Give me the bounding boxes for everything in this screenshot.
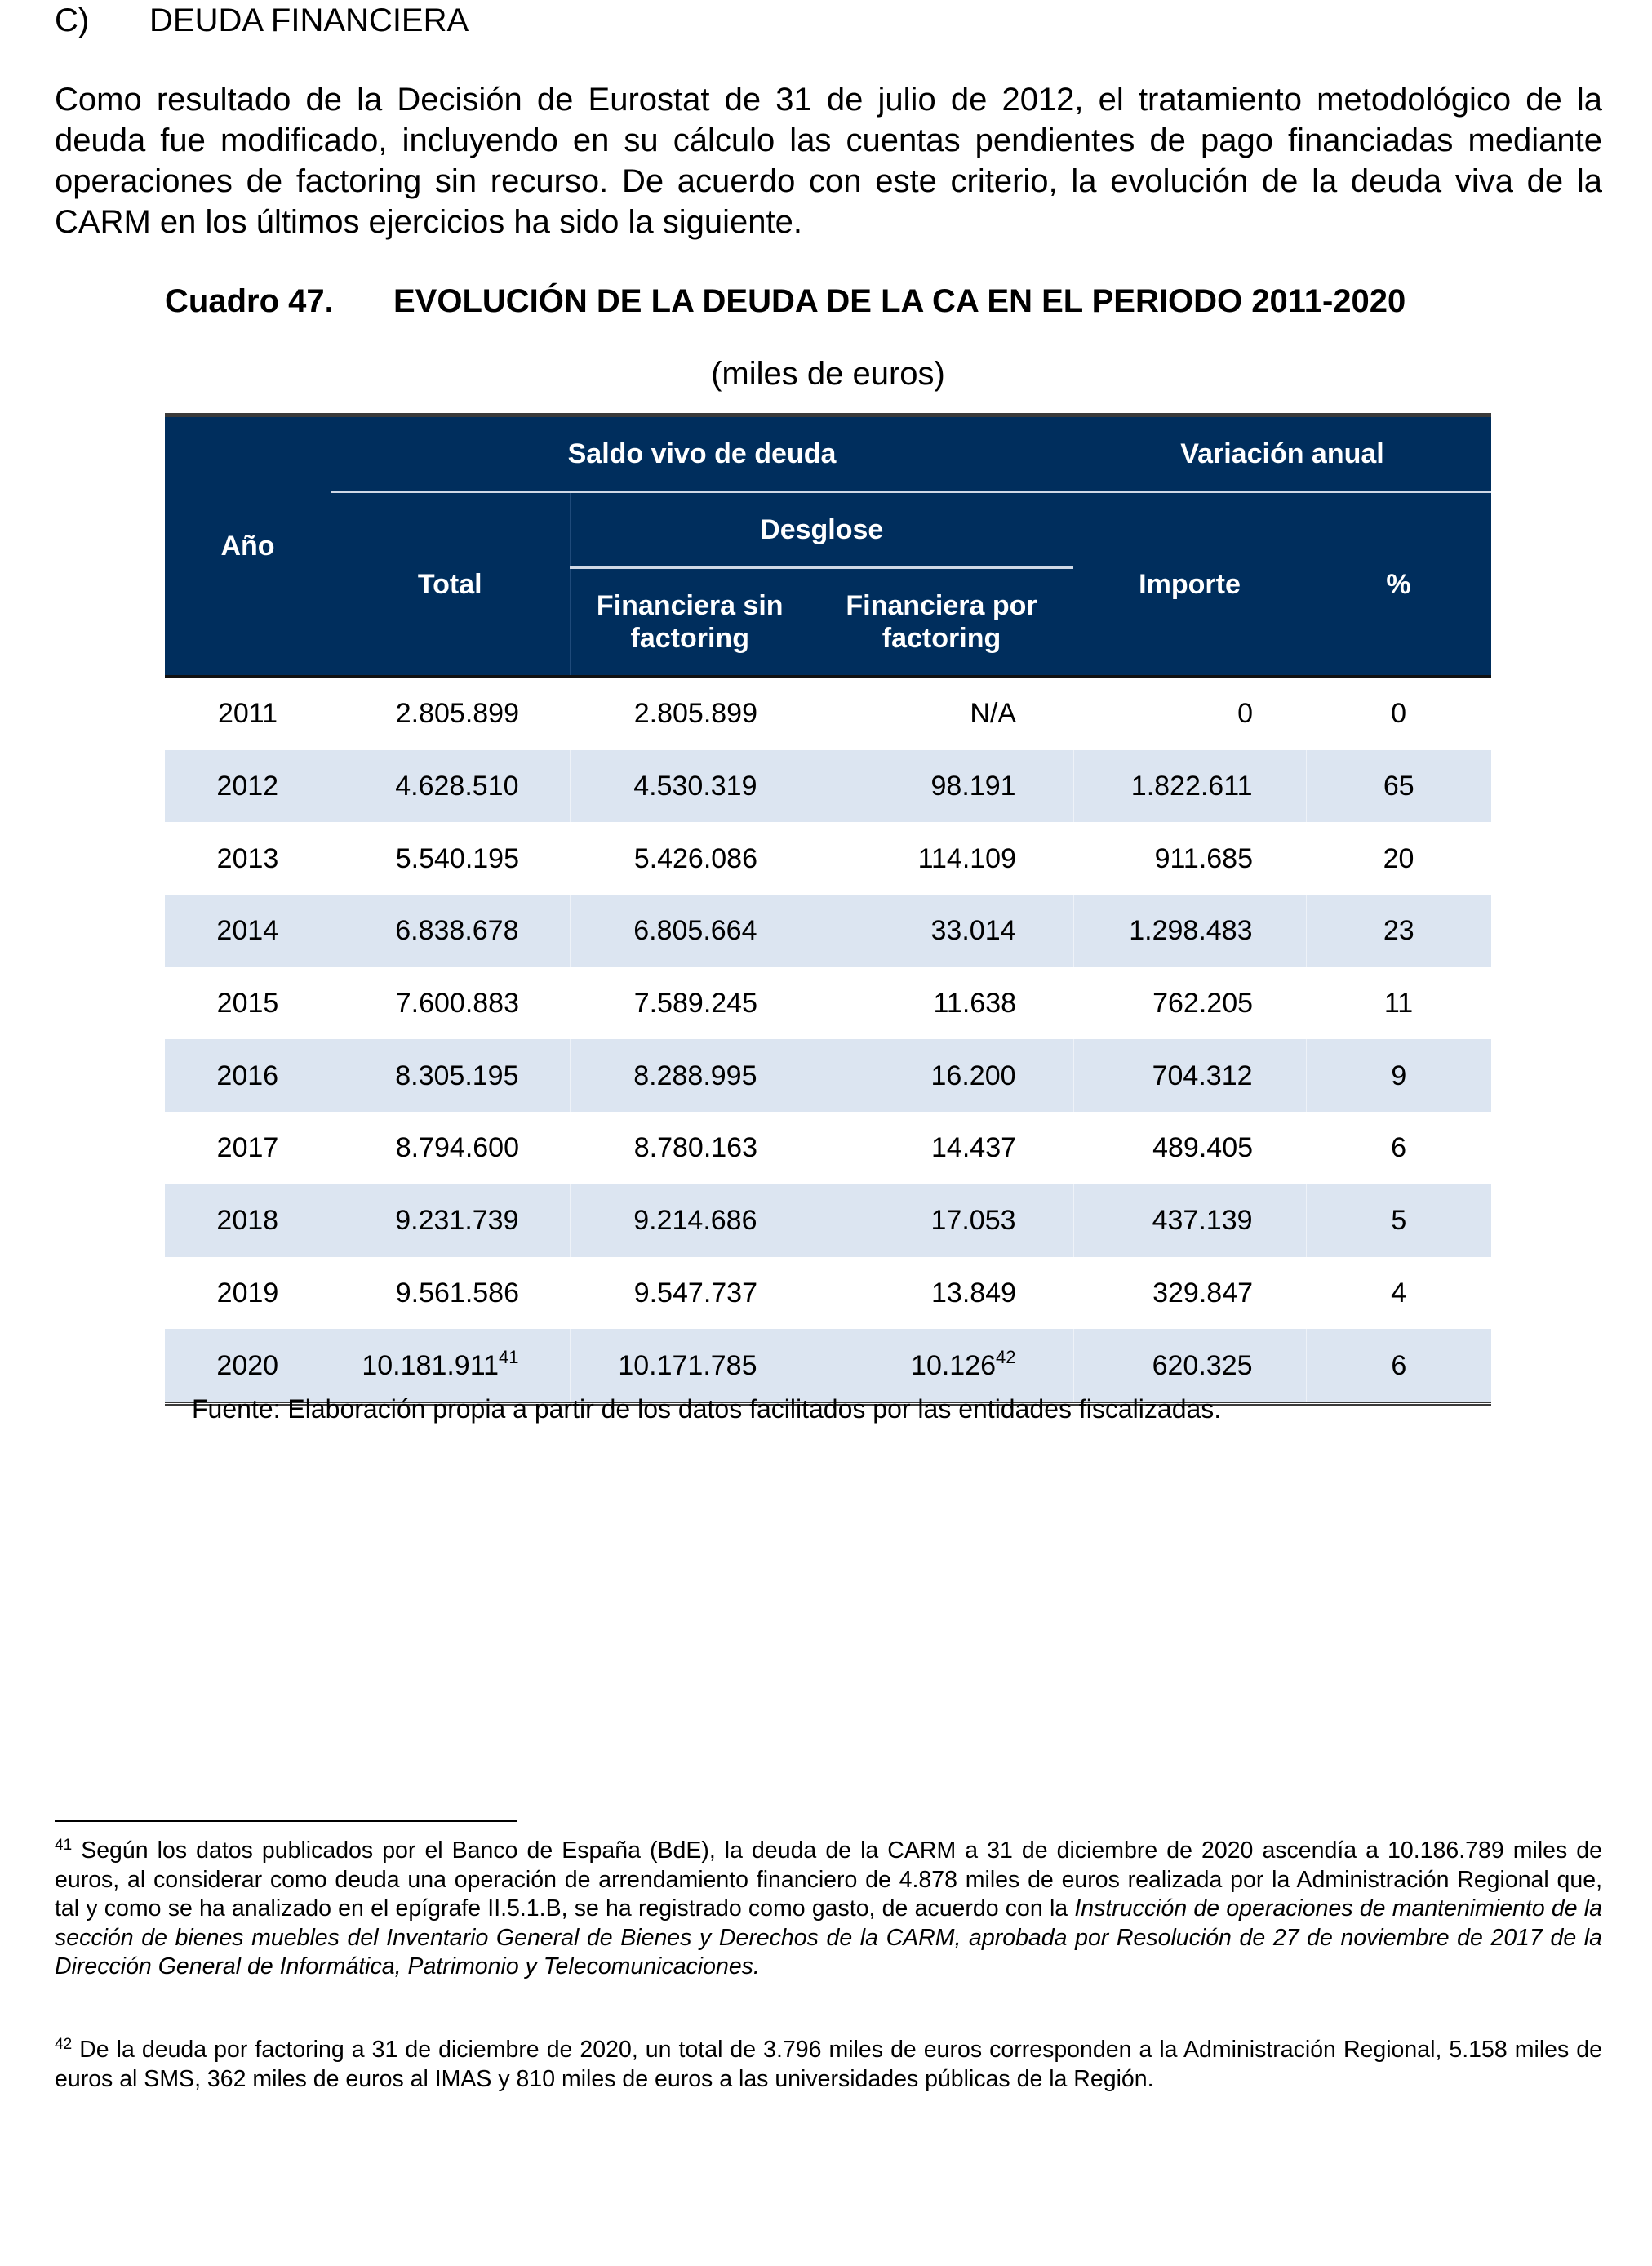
cell-financial-no-factoring: [570, 1039, 810, 1112]
table-number: Cuadro 47.: [165, 283, 334, 319]
cell-year: [165, 677, 331, 750]
table-source: Fuente: Elaboración propia a partir de los datos facilitados por las entidades fiscalizadas.: [192, 1394, 1222, 1424]
cell-amount: [1073, 822, 1306, 895]
cell-percent: [1306, 677, 1491, 750]
cell-total: [331, 1184, 570, 1257]
cell-amount-value: 1.822.611: [1130, 771, 1253, 802]
cell-total-value: 6.838.678: [395, 915, 519, 947]
table-row: [165, 1112, 1491, 1184]
cell-percent: [1306, 1184, 1491, 1257]
cell-financial-factoring: [810, 1039, 1073, 1112]
cell-total-value: 8.305.195: [395, 1060, 519, 1091]
cell-amount: [1073, 967, 1306, 1040]
footnote-ref: 41: [499, 1346, 519, 1367]
cell-financial-factoring-value: 14.437: [931, 1132, 1017, 1164]
table-row: [165, 1039, 1491, 1112]
cell-amount: [1073, 895, 1306, 967]
header-financial-no-factoring: Financiera sin factoring: [570, 568, 810, 677]
cell-year-value: 2020: [216, 1349, 279, 1381]
cell-total: [331, 895, 570, 967]
cell-financial-factoring: [810, 1112, 1073, 1184]
cell-total: [331, 967, 570, 1040]
cell-percent-value: 65: [1383, 771, 1414, 802]
cell-amount-value: 489.405: [1152, 1132, 1254, 1164]
header-year: Año: [165, 415, 331, 677]
cell-financial-no-factoring: [570, 967, 810, 1040]
header-breakdown: Desglose: [570, 492, 1073, 568]
header-financial-factoring: Financiera por factoring: [810, 568, 1073, 677]
cell-year-value: 2012: [216, 771, 279, 802]
cell-total-value: 7.600.883: [395, 988, 519, 1020]
cell-percent: [1306, 822, 1491, 895]
cell-total-value: 8.794.600: [395, 1132, 519, 1164]
cell-amount-value: 0: [1237, 698, 1254, 730]
cell-financial-factoring: [810, 895, 1073, 967]
cell-percent-value: 9: [1391, 1060, 1407, 1091]
cell-year: [165, 895, 331, 967]
cell-total-value: 9.231.739: [395, 1205, 519, 1237]
cell-percent: [1306, 1039, 1491, 1112]
cell-amount-value: 762.205: [1152, 988, 1254, 1020]
cell-financial-factoring-value: 10.126: [911, 1349, 997, 1381]
cell-financial-factoring-value: 13.849: [931, 1277, 1017, 1309]
cell-year: [165, 1112, 331, 1184]
cell-amount-value: 329.847: [1152, 1277, 1254, 1309]
cell-percent: [1306, 967, 1491, 1040]
cell-percent-value: 6: [1391, 1132, 1406, 1164]
cell-financial-no-factoring-value: 9.547.737: [633, 1277, 757, 1309]
cell-total-value: 10.181.911: [362, 1349, 500, 1381]
cell-amount-value: 704.312: [1152, 1060, 1253, 1091]
footnote-ref: 42: [996, 1346, 1016, 1367]
cell-financial-factoring-value: N/A: [970, 698, 1017, 730]
cell-year-value: 2013: [216, 842, 279, 874]
cell-financial-factoring: [810, 822, 1073, 895]
cell-amount: [1073, 750, 1306, 823]
table-body: [165, 677, 1491, 1404]
cell-amount-value: 620.325: [1152, 1349, 1253, 1381]
table-title: EVOLUCIÓN DE LA DEUDA DE LA CA EN EL PERIODO 2011-2020: [393, 283, 1406, 319]
cell-financial-factoring-value: 33.014: [930, 915, 1016, 947]
cell-total-value: 5.540.195: [395, 842, 519, 874]
cell-financial-no-factoring-value: 9.214.686: [633, 1205, 757, 1237]
cell-total: [331, 1039, 570, 1112]
cell-financial-factoring-value: 11.638: [933, 988, 1017, 1020]
cell-financial-factoring: [810, 750, 1073, 823]
footnote-italic-text: Instrucción de operaciones de mantenimiento de la sección de bienes muebles del Inventario General de Bienes y Derechos de la CARM, aprobada por Resolución de 27 de noviembre de 2017 de la Dirección General de Informática, Patrimonio y Telecomunicaciones.: [55, 1895, 1602, 1979]
cell-year-value: 2011: [217, 698, 278, 730]
cell-year: [165, 1039, 331, 1112]
cell-financial-no-factoring: [570, 1257, 810, 1330]
header-total: Total: [331, 492, 570, 677]
cell-financial-no-factoring-value: 7.589.245: [633, 988, 757, 1020]
cell-percent-value: 6: [1391, 1349, 1407, 1381]
cell-financial-factoring: [810, 1184, 1073, 1257]
footnote-text: Según los datos publicados por el Banco de España (BdE), la deuda de la CARM a 31 de diciembre de 2020 ascendía a 10.186.789 miles de euros, al considerar como deuda una operación de arrendamiento financiero de 4.878 miles de euros realizada por la Administración Regional que, tal y como se ha analizado en el epígrafe II.5.1.B, se ha registrado como gasto, de acuerdo con la: [55, 1837, 1602, 1922]
footnote-41: [55, 1837, 1602, 1982]
cell-financial-factoring: [810, 967, 1073, 1040]
footnote-number: 41: [55, 1837, 73, 1854]
cell-year: [165, 1257, 331, 1330]
cell-total: [331, 677, 570, 750]
table-row: [165, 822, 1491, 895]
cell-total-value: 2.805.899: [395, 698, 519, 730]
cell-year: [165, 822, 331, 895]
cell-year: [165, 1184, 331, 1257]
header-variation-group: Variación anual: [1073, 415, 1491, 492]
cell-financial-no-factoring-value: 6.805.664: [633, 915, 757, 947]
cell-financial-no-factoring-value: 2.805.899: [633, 698, 757, 730]
table-header: [165, 415, 1491, 677]
cell-financial-no-factoring: [570, 822, 810, 895]
footnote-number: 42: [55, 2036, 73, 2053]
cell-year-value: 2015: [216, 988, 279, 1020]
cell-percent-value: 11: [1383, 988, 1414, 1020]
cell-year-value: 2017: [216, 1132, 279, 1164]
cell-amount: [1073, 1112, 1306, 1184]
cell-financial-factoring: [810, 677, 1073, 750]
cell-financial-no-factoring: [570, 677, 810, 750]
footnote-text: De la deuda por factoring a 31 de diciembre de 2020, un total de 3.796 miles de euros corresponden a la Administración Regional, 5.158 miles de euros al SMS, 362 miles de euros al IMAS y 810 miles de euros a las universidades públicas de la Región.: [55, 2037, 1602, 2092]
table-row: [165, 1184, 1491, 1257]
cell-percent-value: 20: [1383, 842, 1414, 874]
cell-amount: [1073, 677, 1306, 750]
cell-percent-value: 23: [1383, 915, 1414, 947]
cell-financial-factoring-value: 17.053: [930, 1205, 1016, 1237]
cell-percent: [1306, 1112, 1491, 1184]
cell-total: [331, 1112, 570, 1184]
cell-percent-value: 4: [1391, 1277, 1406, 1309]
cell-financial-factoring-value: 98.191: [930, 771, 1016, 802]
intro-paragraph: Como resultado de la Decisión de Eurostat de 31 de julio de 2012, el tratamiento metodológico de la deuda fue modificado, incluyendo en su cálculo las cuentas pendientes de pago financiadas mediante operaciones de factoring sin recurso. De acuerdo con este criterio, la evolución de la deuda viva de la CARM en los últimos ejercicios ha sido la siguiente.: [55, 82, 1602, 240]
cell-total-value: 4.628.510: [395, 771, 519, 802]
cell-total: [331, 750, 570, 823]
cell-total-value: 9.561.586: [395, 1277, 519, 1309]
cell-amount: [1073, 1184, 1306, 1257]
cell-financial-no-factoring-value: 10.171.785: [618, 1349, 757, 1381]
cell-financial-no-factoring-value: 4.530.319: [633, 771, 757, 802]
cell-amount-value: 1.298.483: [1129, 915, 1253, 947]
section-heading: [55, 0, 469, 41]
table-row: [165, 895, 1491, 967]
cell-year: [165, 967, 331, 1040]
table-row: [165, 967, 1491, 1040]
cell-financial-no-factoring: [570, 1112, 810, 1184]
header-percent: %: [1306, 492, 1491, 677]
header-amount: Importe: [1073, 492, 1306, 677]
section-letter: C): [55, 2, 90, 38]
cell-financial-no-factoring: [570, 895, 810, 967]
cell-total: [331, 1257, 570, 1330]
table-units: (miles de euros): [711, 356, 945, 392]
header-balance-group: Saldo vivo de deuda: [331, 415, 1073, 492]
cell-year-value: 2019: [216, 1277, 279, 1309]
cell-percent: [1306, 895, 1491, 967]
cell-financial-no-factoring: [570, 750, 810, 823]
cell-financial-no-factoring-value: 8.288.995: [633, 1060, 757, 1091]
table-row: [165, 750, 1491, 823]
cell-financial-factoring-value: 16.200: [930, 1060, 1016, 1091]
cell-year: [165, 750, 331, 823]
cell-amount: [1073, 1039, 1306, 1112]
footnote-42: [55, 2036, 1602, 2094]
cell-financial-no-factoring: [570, 1184, 810, 1257]
cell-percent: [1306, 750, 1491, 823]
cell-year-value: 2014: [216, 915, 279, 947]
cell-amount: [1073, 1257, 1306, 1330]
cell-percent-value: 0: [1391, 698, 1406, 730]
cell-total: [331, 822, 570, 895]
cell-financial-no-factoring-value: 5.426.086: [633, 842, 757, 874]
cell-percent: [1306, 1329, 1491, 1403]
cell-financial-factoring: [810, 1257, 1073, 1330]
section-title: DEUDA FINANCIERA: [149, 2, 469, 38]
cell-percent-value: 5: [1391, 1205, 1407, 1237]
table-row: [165, 677, 1491, 750]
cell-year-value: 2016: [216, 1060, 279, 1091]
cell-financial-factoring-value: 114.109: [917, 842, 1017, 874]
cell-financial-no-factoring-value: 8.780.163: [633, 1132, 757, 1164]
cell-percent: [1306, 1257, 1491, 1330]
table-row: [165, 1257, 1491, 1330]
table-caption: [165, 281, 1491, 322]
debt-evolution-table: [165, 413, 1491, 1406]
cell-year-value: 2018: [216, 1205, 279, 1237]
cell-amount-value: 437.139: [1152, 1205, 1253, 1237]
cell-amount-value: 911.685: [1154, 842, 1254, 874]
footnote-separator: [55, 1820, 517, 1822]
